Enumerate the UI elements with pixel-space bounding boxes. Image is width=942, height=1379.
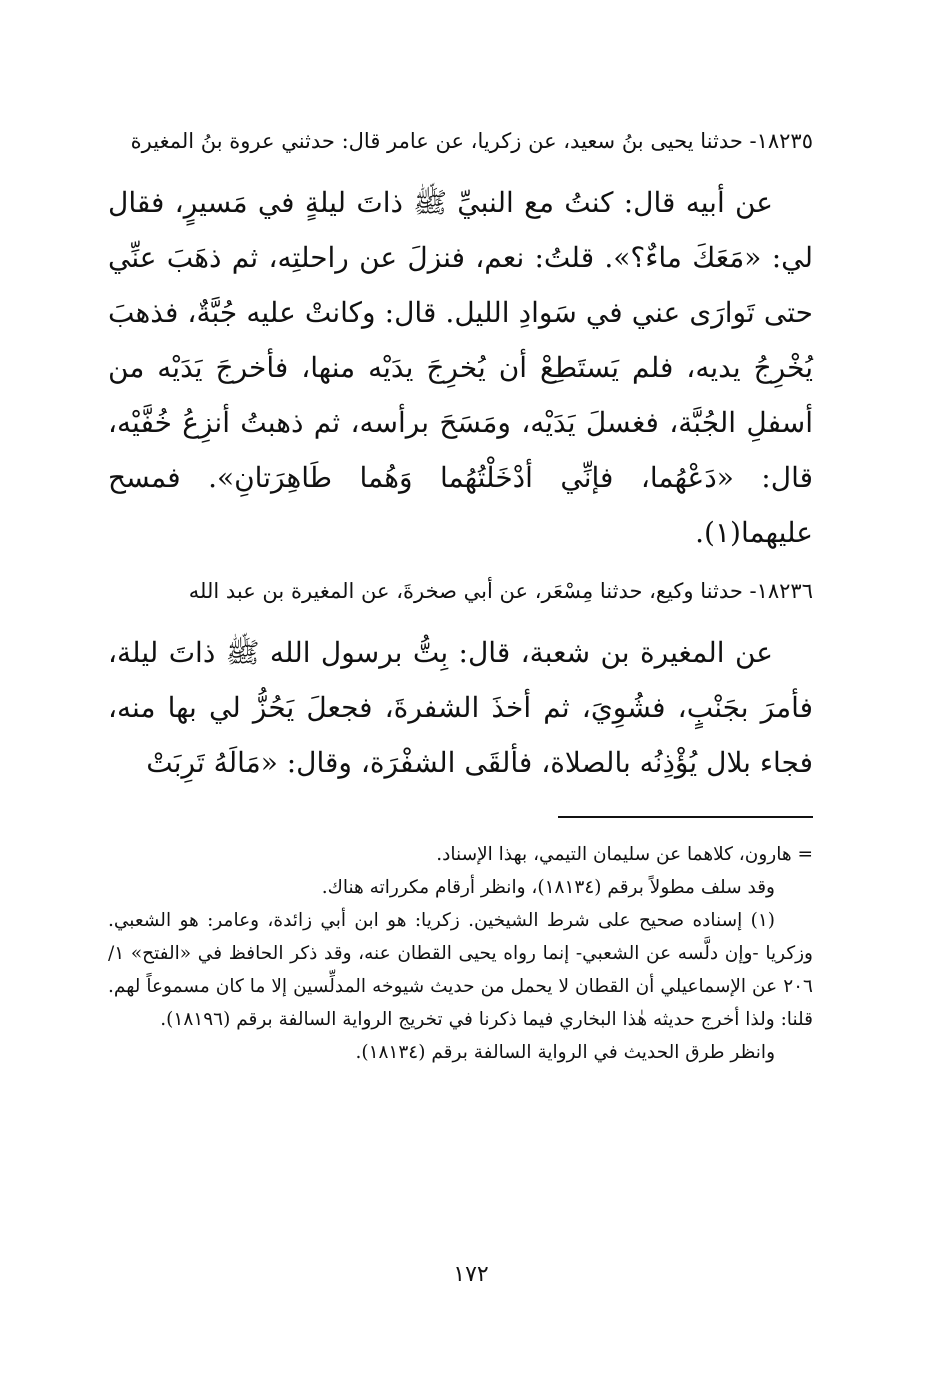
hadith-18236-matn: عن المغيرة بن شعبة، قال: بِتُّ برسول الله ﷺ ذاتَ ليلة، فأمرَ بجَنْبٍ، فشُوِيَ، ثم أخذَ الشفرةَ، فجعلَ يَحُزُّ لي بها منه، فجاء بلال يُؤْذِنُه بالصلاة، فألقَى الشفْرَة، وقال: «مَالَهُ تَرِبَتْ — [108, 636, 813, 779]
hadith-18235-matn: عن أبيه قال: كنتُ مع النبيِّ ﷺ ذاتَ ليلةٍ في مَسيرٍ، فقال لي: «مَعَكَ ماءٌ؟». قلتُ: نعم، فنزلَ عن راحلتِه، ثم ذهَبَ عنِّي حتى تَوارَى عني في سَوادِ الليل. قال: وكانتْ عليه جُبَّةٌ، فذهبَ يُخْرِجُ يديه، فلم يَستَطِعْ أن يُخرِجَ يدَيْه منها، فأخرجَ يَدَيْه من أسفلِ الجُبَّة، فغسلَ يَدَيْه، ومَسَحَ برأسه، ثم ذهبتُ أنزِعُ خُفَّيْه، قال: «دَعْهُما، فإنِّي أدْخَلْتُهُما وَهُما طَاهِرَتانِ». فمسح عليهما(١). — [108, 186, 814, 549]
page-number: ١٧٢ — [453, 1262, 489, 1287]
footnote-cross-reference: وقد سلف مطولاً برقم (١٨١٣٤)، وانظر أرقام مكرراته هناك. — [321, 877, 775, 898]
hadith-18235-isnad: ١٨٢٣٥- حدثنا يحيى بنُ سعيد، عن زكريا، عن عامر قال: حدثني عروة بنُ المغيرة — [130, 129, 813, 153]
footnote-1-end: وانظر طرق الحديث في الرواية السالفة برقم (١٨١٣٤). — [355, 1042, 775, 1063]
footnote-continuation: = هارون، كلاهما عن سليمان التيمي، بهذا الإسناد. — [436, 844, 813, 865]
page-body — [108, 120, 813, 1069]
footnote-divider — [558, 816, 813, 818]
hadith-18236-isnad: ١٨٢٣٦- حدثنا وكيع، حدثنا مِسْعَر، عن أبي صخرةَ، عن المغيرة بن عبد الله — [188, 579, 813, 603]
footnote-1: (١) إسناده صحيح على شرط الشيخين. زكريا: هو ابن أبي زائدة، وعامر: هو الشعبي. وزكريا -وإن دلَّسه عن الشعبي- إنما رواه يحيى القطان عنه، وقد ذكر الحافظ في «الفتح» ١/ ٢٠٦ عن الإسماعيلي أن القطان لا يحمل من حديث شيوخه المدلِّسين إلا ما كان مسموعاً لهم. قلنا: ولذا أخرج حديثه هٰذا البخاري فيما ذكرنا في تخريج الرواية السالفة برقم (١٨١٩٦). — [108, 910, 813, 1030]
